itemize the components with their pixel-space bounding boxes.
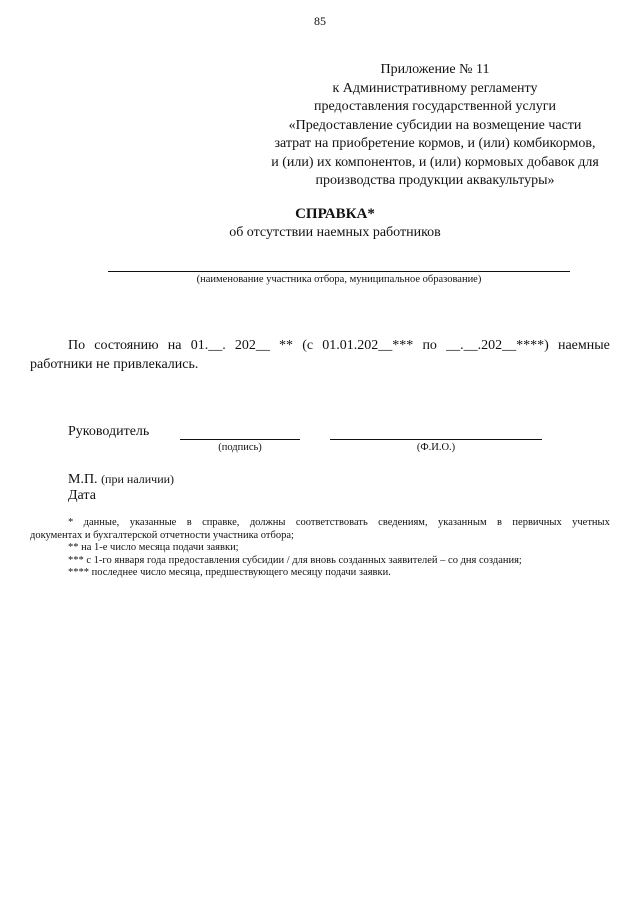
footnote-word: сведениям, — [378, 517, 428, 528]
statement-word: (с — [302, 338, 314, 353]
statement-word: По — [68, 338, 86, 353]
stamp-note: (при наличии) — [101, 472, 175, 486]
annex-line: Приложение № 11 — [380, 62, 490, 77]
organization-name-caption: (наименование участника отбора, муниципальное образование) — [196, 274, 482, 285]
signature-caption: (подпись) — [218, 442, 262, 453]
statement-word: по — [422, 338, 437, 353]
statement-word: состоянию — [94, 338, 159, 353]
statement-word: __.__.202__****) — [446, 338, 549, 353]
stamp-label — [68, 472, 174, 488]
statement-line-1 — [30, 336, 610, 355]
annex-line: и (или) их компонентов, и (или) кормовых добавок для — [271, 154, 599, 170]
footnote-2: ** на 1-е число месяца подачи заявки; — [68, 542, 239, 553]
stamp-abbreviation: М.П. — [68, 472, 98, 487]
organization-name-line — [108, 271, 570, 272]
date-label: Дата — [68, 488, 96, 503]
footnote-word: указанным — [438, 517, 487, 528]
footnote-1-line-1 — [30, 517, 610, 530]
document-subtitle: об отсутствии наемных работников — [229, 225, 441, 240]
annex-line: затрат на приобретение кормов, и (или) комбикормов, — [274, 136, 596, 151]
document-title: СПРАВКА* — [295, 206, 375, 222]
statement-word: 01.__. — [190, 338, 226, 353]
statement-word: на — [167, 338, 182, 353]
footnote-1-line-2: документах и бухгалтерской отчетности участника отбора; — [30, 529, 294, 541]
annex-line: производства продукции аквакультуры» — [315, 173, 555, 188]
statement-line-2: работники не привлекались. — [30, 357, 199, 372]
footnote-4: **** последнее число месяца, предшествующего месяцу подачи заявки. — [68, 567, 391, 578]
statement-word: наемные — [557, 338, 610, 353]
footnote-word: указанные — [129, 517, 177, 528]
footnote-word: справке, — [202, 517, 240, 528]
footnote-3: *** с 1-го января года предоставления субсидии / для вновь созданных заявителей – со дня создания; — [68, 554, 522, 566]
annex-line: «Предоставление субсидии на возмещение части — [288, 117, 582, 133]
footnote-word: должны — [249, 517, 286, 528]
full-name-line — [330, 439, 542, 440]
signer-role-label: Руководитель — [68, 424, 150, 439]
footnote-word: соответствовать — [295, 517, 368, 528]
statement-word: ** — [279, 338, 294, 353]
annex-line: к Административному регламенту — [332, 80, 538, 96]
footnote-word: данные, — [83, 517, 120, 528]
statement-paragraph — [30, 336, 610, 374]
annex-line: предоставления государственной услуги — [314, 99, 556, 114]
footnote-word: в — [497, 517, 502, 528]
footnotes — [30, 517, 610, 580]
footnote-word: * — [68, 517, 74, 528]
signature-line — [180, 439, 300, 440]
footnote-word: первичных — [512, 517, 562, 528]
footnote-word: учетных — [572, 517, 610, 528]
statement-word: 202__ — [234, 338, 270, 353]
full-name-caption: (Ф.И.О.) — [416, 442, 456, 453]
annex-header — [250, 61, 620, 191]
footnote-word: в — [186, 517, 192, 528]
page-number: 85 — [314, 14, 326, 28]
statement-word: 01.01.202__*** — [322, 338, 414, 353]
